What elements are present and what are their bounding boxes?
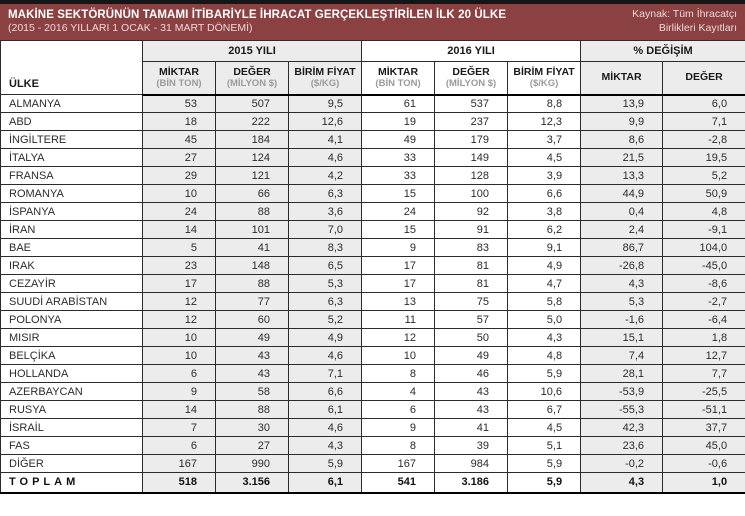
cell-value: 17	[362, 257, 435, 275]
cell-value: 537	[435, 95, 508, 113]
cell-value: 4,9	[508, 257, 581, 275]
cell-value: 13,3	[581, 167, 663, 185]
total-unitprice-2015: 6,1	[289, 473, 362, 493]
column-header-value-change: DEĞER	[663, 62, 745, 95]
cell-value: 43	[216, 347, 289, 365]
cell-value: 6	[143, 437, 216, 455]
total-amount-2016: 541	[362, 473, 435, 493]
cell-country: IRAK	[1, 257, 143, 275]
cell-country: İSRAİL	[1, 419, 143, 437]
cell-value: 81	[435, 257, 508, 275]
cell-value: 9,1	[508, 239, 581, 257]
cell-value: 9	[362, 419, 435, 437]
cell-value: 9	[362, 239, 435, 257]
cell-value: 101	[216, 221, 289, 239]
table-row	[1, 95, 745, 113]
cell-value: 7,1	[663, 113, 745, 131]
cell-value: 41	[435, 419, 508, 437]
source-line-1: Kaynak: Tüm İhracatçı	[632, 8, 737, 21]
cell-value: 83	[435, 239, 508, 257]
column-header-amount-2015: MİKTAR (BİN TON)	[143, 62, 216, 95]
cell-value: 53	[143, 95, 216, 113]
cell-value: 6,6	[289, 383, 362, 401]
cell-value: 507	[216, 95, 289, 113]
cell-value: 28,1	[581, 365, 663, 383]
cell-value: 9	[143, 383, 216, 401]
column-header-amount-change: MİKTAR	[581, 62, 663, 95]
column-header-value-2015: DEĞER (MİLYON $)	[216, 62, 289, 95]
cell-value: 44,9	[581, 185, 663, 203]
cell-value: 7,1	[289, 365, 362, 383]
page-subtitle: (2015 - 2016 YILLARI 1 OCAK - 31 MART DÖNEMİ)	[8, 22, 253, 35]
column-header-unitprice-2016: BİRİM FİYAT ($/KG)	[508, 62, 581, 95]
cell-value: 81	[435, 275, 508, 293]
cell-value: 5,9	[508, 455, 581, 473]
cell-value: 15,1	[581, 329, 663, 347]
page-title: MAKİNE SEKTÖRÜNÜN TAMAMI İTİBARİYLE İHRACAT GERÇEKLEŞTİRİLEN İLK 20 ÜLKE	[8, 8, 507, 21]
cell-value: 19,5	[663, 149, 745, 167]
cell-value: 0,4	[581, 203, 663, 221]
table-row	[1, 347, 745, 365]
column-header-unitprice-2015: BİRİM FİYAT ($/KG)	[289, 62, 362, 95]
cell-value: 4,6	[289, 347, 362, 365]
cell-country: HOLLANDA	[1, 365, 143, 383]
cell-value: -1,6	[581, 311, 663, 329]
cell-value: 4,2	[289, 167, 362, 185]
total-label: TOPLAM	[1, 473, 143, 493]
cell-value: 184	[216, 131, 289, 149]
cell-value: 24	[143, 203, 216, 221]
cell-value: 4,7	[508, 275, 581, 293]
cell-value: 121	[216, 167, 289, 185]
cell-value: 149	[435, 149, 508, 167]
table-row	[1, 131, 745, 149]
cell-value: -51,1	[663, 401, 745, 419]
cell-value: 27	[143, 149, 216, 167]
cell-value: 7,7	[663, 365, 745, 383]
cell-value: 4,9	[289, 329, 362, 347]
cell-value: 5,2	[663, 167, 745, 185]
cell-value: 6,3	[289, 293, 362, 311]
cell-value: 8,3	[289, 239, 362, 257]
table-row	[1, 311, 745, 329]
cell-value: 6,6	[508, 185, 581, 203]
cell-value: -2,7	[663, 293, 745, 311]
cell-value: 10,6	[508, 383, 581, 401]
cell-value: 33	[362, 149, 435, 167]
cell-value: 12,6	[289, 113, 362, 131]
cell-country: İTALYA	[1, 149, 143, 167]
table-row	[1, 239, 745, 257]
cell-value: 49	[362, 131, 435, 149]
cell-value: 148	[216, 257, 289, 275]
cell-value: 984	[435, 455, 508, 473]
cell-value: 128	[435, 167, 508, 185]
cell-country: MISIR	[1, 329, 143, 347]
cell-value: 30	[216, 419, 289, 437]
cell-value: -53,9	[581, 383, 663, 401]
cell-country: SUUDİ ARABİSTAN	[1, 293, 143, 311]
cell-value: 19	[362, 113, 435, 131]
cell-country: FAS	[1, 437, 143, 455]
cell-value: -8,6	[663, 275, 745, 293]
cell-value: 4,3	[581, 275, 663, 293]
cell-value: 5,8	[508, 293, 581, 311]
cell-value: 6	[143, 365, 216, 383]
cell-value: 60	[216, 311, 289, 329]
cell-value: -0,2	[581, 455, 663, 473]
cell-value: 4,3	[508, 329, 581, 347]
cell-value: 3,8	[508, 203, 581, 221]
cell-country: ABD	[1, 113, 143, 131]
cell-value: 5,3	[581, 293, 663, 311]
cell-value: 11	[362, 311, 435, 329]
cell-value: 29	[143, 167, 216, 185]
cell-value: 179	[435, 131, 508, 149]
cell-value: 4,6	[289, 149, 362, 167]
cell-value: 5,9	[289, 455, 362, 473]
cell-value: 124	[216, 149, 289, 167]
cell-value: 4,6	[289, 419, 362, 437]
cell-country: CEZAYİR	[1, 275, 143, 293]
cell-value: 43	[216, 365, 289, 383]
cell-value: 10	[143, 347, 216, 365]
cell-value: 13	[362, 293, 435, 311]
table-footer	[1, 473, 745, 493]
table-row	[1, 365, 745, 383]
cell-value: 990	[216, 455, 289, 473]
cell-value: 92	[435, 203, 508, 221]
cell-country: ALMANYA	[1, 95, 143, 113]
cell-value: 6,3	[289, 185, 362, 203]
cell-value: 15	[362, 221, 435, 239]
cell-value: 27	[216, 437, 289, 455]
cell-value: 8,6	[581, 131, 663, 149]
group-header-row	[1, 41, 745, 62]
cell-value: 10	[362, 347, 435, 365]
cell-value: 5,3	[289, 275, 362, 293]
banner-titles	[8, 8, 506, 36]
cell-value: 61	[362, 95, 435, 113]
table-row	[1, 185, 745, 203]
column-header-amount-2016: MİKTAR (BİN TON)	[362, 62, 435, 95]
total-value-change: 1,0	[663, 473, 745, 493]
total-value-2015: 3.156	[216, 473, 289, 493]
cell-value: 43	[435, 383, 508, 401]
cell-value: 6,2	[508, 221, 581, 239]
cell-value: 167	[143, 455, 216, 473]
total-amount-2015: 518	[143, 473, 216, 493]
cell-value: -9,1	[663, 221, 745, 239]
table-row	[1, 437, 745, 455]
cell-value: 222	[216, 113, 289, 131]
table-row	[1, 113, 745, 131]
cell-value: -26,8	[581, 257, 663, 275]
cell-value: 10	[143, 185, 216, 203]
cell-value: 6,7	[508, 401, 581, 419]
cell-value: 88	[216, 401, 289, 419]
cell-value: 5,1	[508, 437, 581, 455]
cell-value: 6,5	[289, 257, 362, 275]
cell-value: 3,9	[508, 167, 581, 185]
table-row	[1, 221, 745, 239]
cell-country: ROMANYA	[1, 185, 143, 203]
cell-value: 12,7	[663, 347, 745, 365]
cell-value: 86,7	[581, 239, 663, 257]
cell-value: 9,5	[289, 95, 362, 113]
cell-value: 88	[216, 203, 289, 221]
cell-value: 12	[143, 293, 216, 311]
cell-value: 14	[143, 401, 216, 419]
table-row	[1, 455, 745, 473]
cell-value: 45,0	[663, 437, 745, 455]
table-row	[1, 293, 745, 311]
cell-value: 3,7	[508, 131, 581, 149]
total-unitprice-2016: 5,9	[508, 473, 581, 493]
group-header-2016: 2016 YILI	[362, 41, 581, 62]
cell-country: FRANSA	[1, 167, 143, 185]
title-banner	[0, 4, 745, 40]
cell-value: 6	[362, 401, 435, 419]
column-header-country: ÜLKE	[1, 41, 143, 95]
table-row	[1, 275, 745, 293]
total-row	[1, 473, 745, 493]
cell-value: 5,2	[289, 311, 362, 329]
source-note	[632, 8, 737, 34]
cell-country: İRAN	[1, 221, 143, 239]
cell-value: -6,4	[663, 311, 745, 329]
cell-value: 17	[362, 275, 435, 293]
cell-country: AZERBAYCAN	[1, 383, 143, 401]
cell-value: -45,0	[663, 257, 745, 275]
cell-value: 42,3	[581, 419, 663, 437]
table-row	[1, 383, 745, 401]
cell-value: 39	[435, 437, 508, 455]
cell-value: 5	[143, 239, 216, 257]
cell-value: 4,5	[508, 149, 581, 167]
cell-value: 7,0	[289, 221, 362, 239]
cell-value: 4,8	[508, 347, 581, 365]
cell-value: 4,5	[508, 419, 581, 437]
cell-value: 45	[143, 131, 216, 149]
cell-value: 37,7	[663, 419, 745, 437]
group-header-change: % DEĞİŞİM	[581, 41, 745, 62]
cell-value: 5,9	[508, 365, 581, 383]
cell-country: POLONYA	[1, 311, 143, 329]
cell-value: 33	[362, 167, 435, 185]
cell-country: RUSYA	[1, 401, 143, 419]
cell-value: 88	[216, 275, 289, 293]
cell-value: 17	[143, 275, 216, 293]
table-row	[1, 149, 745, 167]
cell-value: 23	[143, 257, 216, 275]
source-line-2: Birlikleri Kayıtları	[658, 21, 737, 34]
cell-value: 8,8	[508, 95, 581, 113]
cell-value: 50,9	[663, 185, 745, 203]
cell-value: 41	[216, 239, 289, 257]
cell-value: 4,8	[663, 203, 745, 221]
cell-country: BAE	[1, 239, 143, 257]
cell-value: 167	[362, 455, 435, 473]
cell-value: 12	[143, 311, 216, 329]
cell-value: 7	[143, 419, 216, 437]
cell-value: -2,8	[663, 131, 745, 149]
table-header	[1, 41, 745, 95]
cell-value: -55,3	[581, 401, 663, 419]
table-row	[1, 203, 745, 221]
cell-country: DİĞER	[1, 455, 143, 473]
cell-value: 75	[435, 293, 508, 311]
cell-value: 237	[435, 113, 508, 131]
cell-value: -0,6	[663, 455, 745, 473]
cell-value: 7,4	[581, 347, 663, 365]
cell-value: 21,5	[581, 149, 663, 167]
total-value-2016: 3.186	[435, 473, 508, 493]
cell-value: 8	[362, 365, 435, 383]
table-row	[1, 419, 745, 437]
cell-value: 49	[435, 347, 508, 365]
cell-value: 50	[435, 329, 508, 347]
cell-value: 15	[362, 185, 435, 203]
cell-country: BELÇİKA	[1, 347, 143, 365]
cell-value: 1,8	[663, 329, 745, 347]
cell-value: 4,1	[289, 131, 362, 149]
cell-value: 100	[435, 185, 508, 203]
cell-value: 23,6	[581, 437, 663, 455]
table-row	[1, 401, 745, 419]
table-row	[1, 257, 745, 275]
cell-value: 4	[362, 383, 435, 401]
table-row	[1, 167, 745, 185]
cell-value: 9,9	[581, 113, 663, 131]
table-row	[1, 329, 745, 347]
cell-value: 43	[435, 401, 508, 419]
table-body	[1, 95, 745, 473]
cell-value: 49	[216, 329, 289, 347]
total-amount-change: 4,3	[581, 473, 663, 493]
cell-value: 3,6	[289, 203, 362, 221]
cell-value: 46	[435, 365, 508, 383]
cell-value: 10	[143, 329, 216, 347]
column-header-value-2016: DEĞER (MİLYON $)	[435, 62, 508, 95]
cell-value: 14	[143, 221, 216, 239]
cell-value: 12,3	[508, 113, 581, 131]
cell-value: 58	[216, 383, 289, 401]
cell-value: 18	[143, 113, 216, 131]
export-table	[0, 40, 745, 494]
cell-value: 104,0	[663, 239, 745, 257]
cell-value: 91	[435, 221, 508, 239]
cell-value: -25,5	[663, 383, 745, 401]
cell-value: 8	[362, 437, 435, 455]
cell-value: 12	[362, 329, 435, 347]
cell-value: 24	[362, 203, 435, 221]
cell-value: 4,3	[289, 437, 362, 455]
cell-value: 66	[216, 185, 289, 203]
cell-value: 77	[216, 293, 289, 311]
cell-value: 6,0	[663, 95, 745, 113]
group-header-2015: 2015 YILI	[143, 41, 362, 62]
cell-value: 5,0	[508, 311, 581, 329]
cell-country: İSPANYA	[1, 203, 143, 221]
cell-value: 6,1	[289, 401, 362, 419]
cell-value: 13,9	[581, 95, 663, 113]
cell-value: 2,4	[581, 221, 663, 239]
cell-value: 57	[435, 311, 508, 329]
cell-country: İNGİLTERE	[1, 131, 143, 149]
